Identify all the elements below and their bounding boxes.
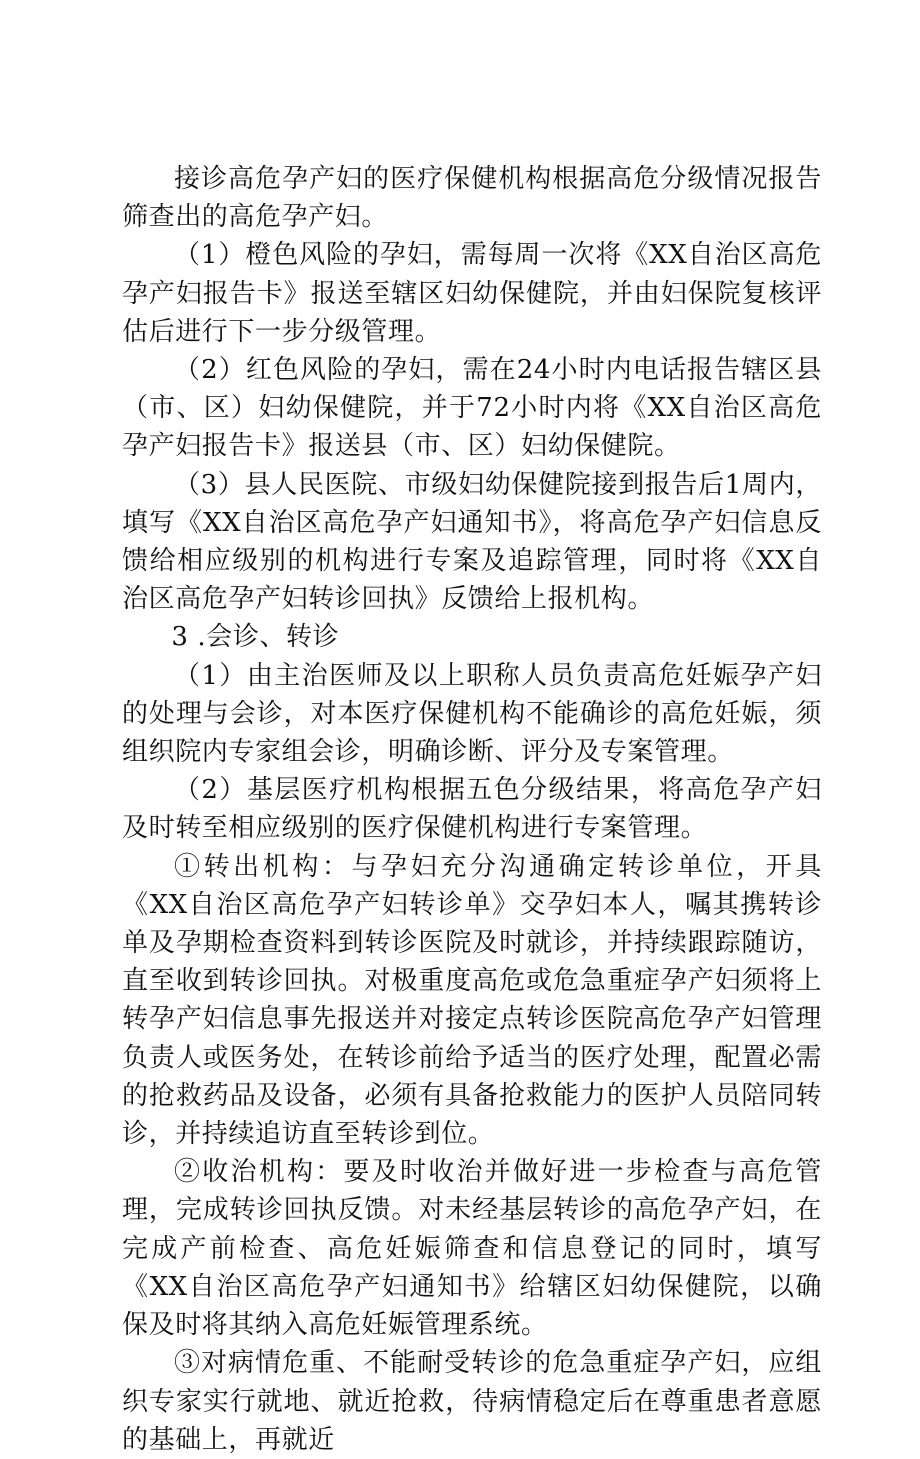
paragraph-report-screening: 接诊高危孕产妇的医疗保健机构根据高危分级情况报告筛查出的高危孕产妇。 xyxy=(122,164,822,233)
paragraph-referring-institution: ①转出机构：与孕妇充分沟通确定转诊单位，开具《XX自治区高危孕产妇转诊单》交孕妇本人，嘱其携转诊单及孕期检查资料到转诊医院及时就诊，并持续跟踪随访，直至收到转诊回执。对极重度高危或危急重症孕产妇须将上转孕产妇信息事先报送并对接定点转诊医院高危孕产妇管理负责人或医务处，在转诊前给予适当的医疗处理，配置必需的抢救药品及设备，必须有具备抢救能力的医护人员陪同转诊，并持续追访直至转诊到位。 xyxy=(122,851,822,1150)
paragraph-orange-risk: （1）橙色风险的孕妇，需每周一次将《XX自治区高危孕产妇报告卡》报送至辖区妇幼保健院，并由妇保院复核评估后进行下一步分级管理。 xyxy=(122,240,822,347)
paragraph-attending-physician: （1）由主治医师及以上职称人员负责高危妊娠孕产妇的处理与会诊，对本医疗保健机构不能确诊的高危妊娠，须组织院内专家组会诊，明确诊断、评分及专案管理。 xyxy=(122,660,822,768)
paragraph-grassroots-referral: （2）基层医疗机构根据五色分级结果，将高危孕产妇及时转至相应级别的医疗保健机构进行专案管理。 xyxy=(122,775,822,844)
paragraph-red-risk: （2）红色风险的孕妇，需在24小时内电话报告辖区县（市、区）妇幼保健院，并于72小时内将《XX自治区高危孕产妇报告卡》报送县（市、区）妇幼保健院。 xyxy=(122,355,822,462)
paragraph-receiving-institution: ②收治机构：要及时收治并做好进一步检查与高危管理，完成转诊回执反馈。对未经基层转诊的高危孕产妇，在完成产前检查、高危妊娠筛查和信息登记的同时，填写《XX自治区高危孕产妇通知书》给辖区妇幼保健院，以确保及时将其纳入高危妊娠管理系统。 xyxy=(122,1157,822,1341)
section-heading-consultation-referral: 3 .会诊、转诊 xyxy=(171,622,340,653)
paragraph-critical-cases: ③对病情危重、不能耐受转诊的危急重症孕产妇，应组织专家实行就地、就近抢救，待病情稳定后在尊重患者意愿的基础上，再就近 xyxy=(122,1348,822,1455)
paragraph-hospital-notice: （3）县人民医院、市级妇幼保健院接到报告后1周内，填写《XX自治区高危孕产妇通知书》，将高危孕产妇信息反馈给相应级别的机构进行专案及追踪管理，同时将《XX自治区高危孕产妇转诊回执》反馈给上报机构。 xyxy=(122,469,822,615)
document-body xyxy=(122,160,822,1459)
